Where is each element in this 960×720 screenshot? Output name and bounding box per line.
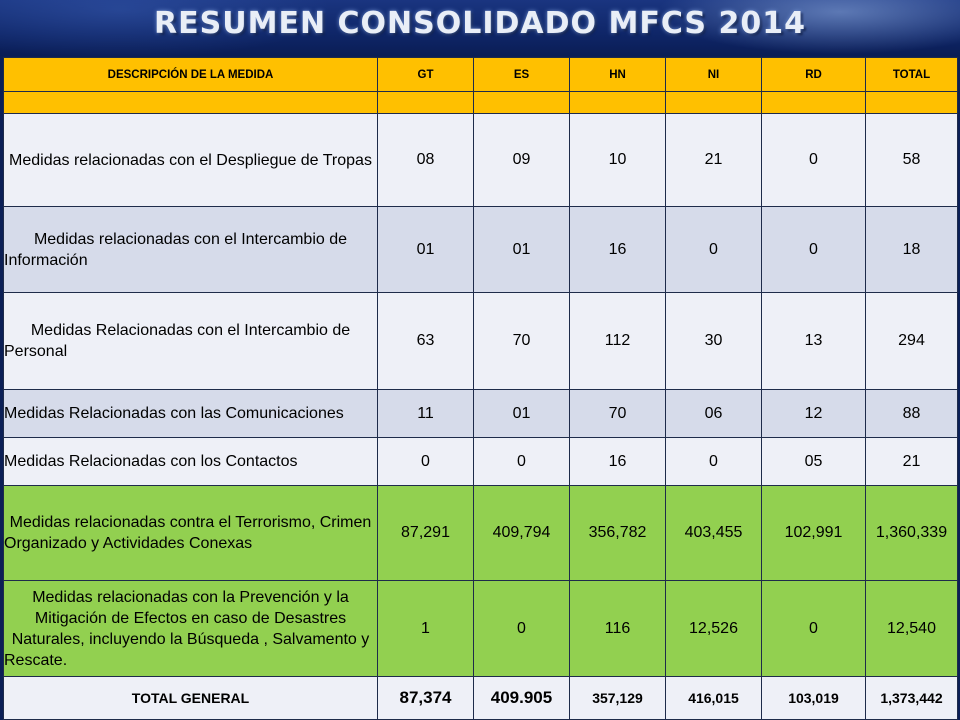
row-description: Medidas Relacionadas con los Contactos xyxy=(4,438,378,486)
cell-rd: 102,991 xyxy=(762,486,866,581)
column-header-ni: NI xyxy=(666,58,762,92)
cell-ni: 403,455 xyxy=(666,486,762,581)
total-label: TOTAL GENERAL xyxy=(4,677,378,720)
table-row xyxy=(4,114,958,207)
cell-es: 0 xyxy=(474,438,570,486)
cell-total: 21 xyxy=(866,438,958,486)
summary-table xyxy=(3,57,958,720)
row-description: Medidas relacionadas contra el Terrorismo, Crimen Organizado y Actividades Conexas xyxy=(4,486,378,581)
total-row xyxy=(4,677,958,720)
cell-gt: 87,291 xyxy=(378,486,474,581)
column-header-gt: GT xyxy=(378,58,474,92)
row-description: Medidas relacionadas con el Intercambio de Información xyxy=(4,207,378,293)
cell-gt: 08 xyxy=(378,114,474,207)
column-header-total: TOTAL xyxy=(866,58,958,92)
row-description: Medidas Relacionadas con el Intercambio de Personal xyxy=(4,293,378,390)
total-gt: 87,374 xyxy=(378,677,474,720)
cell-ni: 0 xyxy=(666,207,762,293)
header-row xyxy=(4,58,958,92)
column-header-hn: HN xyxy=(570,58,666,92)
cell-gt: 0 xyxy=(378,438,474,486)
cell-rd: 13 xyxy=(762,293,866,390)
row-description: Medidas Relacionadas con las Comunicaciones xyxy=(4,390,378,438)
table-row xyxy=(4,207,958,293)
row-description: Medidas relacionadas con la Prevención y la Mitigación de Efectos en caso de Desastres Naturales, incluyendo la Búsqueda , Salvamento y Rescate. xyxy=(4,581,378,677)
cell-ni: 0 xyxy=(666,438,762,486)
cell-hn: 116 xyxy=(570,581,666,677)
cell-ni: 21 xyxy=(666,114,762,207)
spacer-row xyxy=(4,92,958,114)
total-hn: 357,129 xyxy=(570,677,666,720)
column-header-description: DESCRIPCIÓN DE LA MEDIDA xyxy=(4,58,378,92)
table-row xyxy=(4,486,958,581)
cell-rd: 05 xyxy=(762,438,866,486)
column-header-rd: RD xyxy=(762,58,866,92)
table-row xyxy=(4,581,958,677)
total-rd: 103,019 xyxy=(762,677,866,720)
cell-total: 12,540 xyxy=(866,581,958,677)
cell-es: 70 xyxy=(474,293,570,390)
cell-hn: 10 xyxy=(570,114,666,207)
table-row xyxy=(4,438,958,486)
cell-total: 18 xyxy=(866,207,958,293)
cell-es: 09 xyxy=(474,114,570,207)
total-es: 409.905 xyxy=(474,677,570,720)
cell-total: 58 xyxy=(866,114,958,207)
cell-hn: 356,782 xyxy=(570,486,666,581)
cell-es: 01 xyxy=(474,207,570,293)
cell-hn: 16 xyxy=(570,438,666,486)
cell-hn: 16 xyxy=(570,207,666,293)
total-total: 1,373,442 xyxy=(866,677,958,720)
cell-rd: 12 xyxy=(762,390,866,438)
column-header-es: ES xyxy=(474,58,570,92)
cell-gt: 01 xyxy=(378,207,474,293)
cell-rd: 0 xyxy=(762,581,866,677)
row-description: Medidas relacionadas con el Despliegue de Tropas xyxy=(4,114,378,207)
cell-hn: 70 xyxy=(570,390,666,438)
cell-es: 01 xyxy=(474,390,570,438)
cell-ni: 06 xyxy=(666,390,762,438)
cell-hn: 112 xyxy=(570,293,666,390)
cell-gt: 11 xyxy=(378,390,474,438)
total-ni: 416,015 xyxy=(666,677,762,720)
cell-es: 409,794 xyxy=(474,486,570,581)
cell-total: 88 xyxy=(866,390,958,438)
cell-gt: 63 xyxy=(378,293,474,390)
cell-total: 1,360,339 xyxy=(866,486,958,581)
cell-rd: 0 xyxy=(762,207,866,293)
title-banner xyxy=(0,0,960,56)
cell-rd: 0 xyxy=(762,114,866,207)
cell-gt: 1 xyxy=(378,581,474,677)
cell-es: 0 xyxy=(474,581,570,677)
table-row xyxy=(4,293,958,390)
table-row xyxy=(4,390,958,438)
cell-total: 294 xyxy=(866,293,958,390)
page-title: RESUMEN CONSOLIDADO MFCS 2014 xyxy=(154,6,806,41)
cell-ni: 30 xyxy=(666,293,762,390)
cell-ni: 12,526 xyxy=(666,581,762,677)
